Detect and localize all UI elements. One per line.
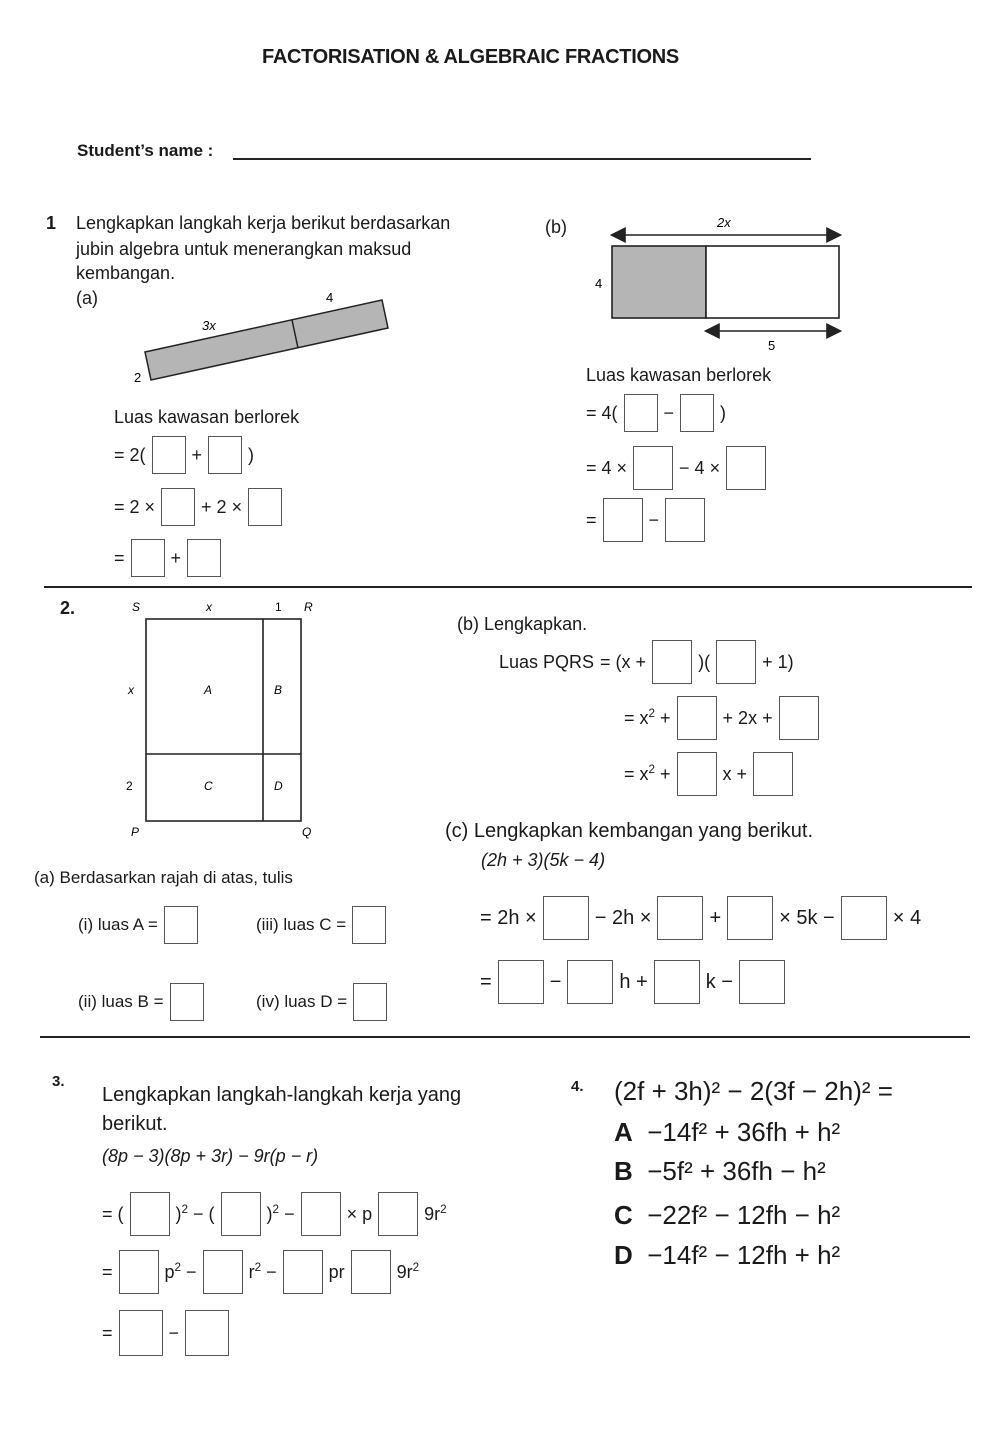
q1a-label-3x: 3x bbox=[202, 318, 216, 333]
q3-prompt-line1: Lengkapkan langkah-langkah kerja yang bbox=[102, 1084, 462, 1106]
q1-prompt-line2: jubin algebra untuk menerangkan maksud bbox=[76, 239, 412, 259]
page-title: FACTORISATION & ALGEBRAIC FRACTIONS bbox=[262, 46, 679, 68]
q2-part-b-label: (b) Lengkapkan. bbox=[457, 614, 588, 634]
q2b-step1: Luas PQRS = (x + )( + 1) bbox=[499, 640, 794, 684]
q3-step2-box3[interactable] bbox=[283, 1250, 323, 1294]
q2-dim-side-2: 2 bbox=[126, 779, 133, 793]
q2a-box-D[interactable] bbox=[353, 983, 387, 1021]
q1a-shaded-area-label: Luas kawasan berlorek bbox=[114, 407, 300, 427]
q1-prompt-line3: kembangan. bbox=[76, 263, 176, 283]
q1-part-b-label: (b) bbox=[545, 217, 567, 237]
q4-question: (2f + 3h)² − 2(3f − 2h)² = bbox=[614, 1076, 893, 1106]
q2c-step2-box3[interactable] bbox=[654, 960, 700, 1004]
q2c-step1-box2[interactable] bbox=[657, 896, 703, 940]
q2-dim-top-1: 1 bbox=[275, 600, 282, 614]
q1-number: 1 bbox=[46, 213, 57, 233]
q2b-step3: = $x^2$ + x + bbox=[624, 752, 793, 796]
q2a-box-B[interactable] bbox=[170, 983, 204, 1021]
q1a-step2-box1[interactable] bbox=[161, 488, 195, 526]
q1a-label-4: 4 bbox=[326, 290, 334, 305]
q2b-step2-box1[interactable] bbox=[677, 696, 717, 740]
divider-2 bbox=[40, 1036, 970, 1038]
q2-region-A: A bbox=[204, 683, 213, 697]
q1a-step1-box2[interactable] bbox=[208, 436, 242, 474]
q2-region-D: D bbox=[274, 779, 283, 793]
q2c-step2-box2[interactable] bbox=[567, 960, 613, 1004]
q1b-label-5: 5 bbox=[768, 338, 776, 353]
q4-option-D[interactable]: D −14f² − 12fh + h² bbox=[614, 1240, 841, 1270]
q3-step2-box1[interactable] bbox=[119, 1250, 159, 1294]
q3-expression: (8p − 3)(8p + 3r) − 9r(p − r) bbox=[102, 1146, 319, 1166]
q1b-shaded-rect bbox=[612, 246, 706, 318]
q2c-step1-box3[interactable] bbox=[727, 896, 773, 940]
q4-option-B[interactable]: B −5f² + 36fh − h² bbox=[614, 1156, 826, 1186]
q1b-unshaded-rect bbox=[706, 246, 839, 318]
q2a-item-iv: (iv) luas D = bbox=[256, 983, 387, 1021]
q2-region-B: B bbox=[274, 683, 283, 697]
q2a-item-iii: (iii) luas C = bbox=[256, 906, 386, 944]
q2a-box-C[interactable] bbox=[352, 906, 386, 944]
q1b-step2-box2[interactable] bbox=[726, 446, 766, 490]
q1a-tile-diagram bbox=[130, 290, 400, 400]
q2-corner-Q: Q bbox=[302, 825, 312, 839]
q1b-step3: = − bbox=[586, 498, 705, 542]
q1b-step1-box1[interactable] bbox=[624, 394, 658, 432]
q1b-label-2x: 2x bbox=[717, 215, 731, 230]
q2c-step1-box1[interactable] bbox=[543, 896, 589, 940]
q2-rectangle-diagram bbox=[118, 596, 328, 846]
q1b-tile-diagram bbox=[585, 208, 855, 358]
q1b-step3-box2[interactable] bbox=[665, 498, 705, 542]
q2-region-C: C bbox=[204, 779, 213, 793]
q2-part-a-label: (a) Berdasarkan rajah di atas, tulis bbox=[34, 868, 293, 887]
q1a-tile-shape bbox=[145, 300, 388, 380]
q1b-shaded-area-label: Luas kawasan berlorek bbox=[586, 365, 772, 385]
q1a-step1-box1[interactable] bbox=[152, 436, 186, 474]
q3-number: 3. bbox=[52, 1073, 65, 1090]
q2b-step3-box1[interactable] bbox=[677, 752, 717, 796]
q4-number: 4. bbox=[571, 1078, 584, 1095]
q2c-step2-box4[interactable] bbox=[739, 960, 785, 1004]
q2c-step2: = − h + k − bbox=[480, 960, 785, 1004]
q2a-box-A[interactable] bbox=[164, 906, 198, 944]
student-name-line[interactable] bbox=[233, 158, 811, 160]
q1b-step2-box1[interactable] bbox=[633, 446, 673, 490]
q4-option-A[interactable]: A −14f² + 36fh + h² bbox=[614, 1117, 841, 1147]
q1a-step2-box2[interactable] bbox=[248, 488, 282, 526]
q1-prompt-line1: Lengkapkan langkah kerja berikut berdasarkan bbox=[76, 213, 451, 233]
q3-step2: = $p^2$ − $r^2$ − pr $9r^2$ bbox=[102, 1250, 419, 1294]
q2-corner-S: S bbox=[132, 600, 141, 614]
q1a-step3: = + bbox=[114, 539, 221, 577]
q2c-step1: = 2h × − 2h × + × 5k − × 4 bbox=[480, 896, 921, 940]
q1-part-a-label: (a) bbox=[76, 288, 98, 308]
q1a-step1: = 2( + ) bbox=[114, 436, 254, 474]
q1a-step2: = 2 × + 2 × bbox=[114, 488, 282, 526]
q3-step3-box1[interactable] bbox=[119, 1310, 163, 1356]
q3-step1-box2[interactable] bbox=[221, 1192, 261, 1236]
q2b-step3-box2[interactable] bbox=[753, 752, 793, 796]
q4-option-C[interactable]: C −22f² − 12fh − h² bbox=[614, 1200, 841, 1230]
q2c-step1-box4[interactable] bbox=[841, 896, 887, 940]
q3-step1-box1[interactable] bbox=[130, 1192, 170, 1236]
q1b-step3-box1[interactable] bbox=[603, 498, 643, 542]
q2-part-c-label: (c) Lengkapkan kembangan yang berikut. bbox=[445, 820, 814, 842]
q3-step2-box2[interactable] bbox=[203, 1250, 243, 1294]
q2-number: 2. bbox=[60, 598, 76, 618]
q1b-label-4: 4 bbox=[595, 276, 603, 291]
q2b-lead: Luas PQRS bbox=[499, 651, 595, 672]
q3-step1-box4[interactable] bbox=[378, 1192, 418, 1236]
q3-prompt-line2: berikut. bbox=[102, 1113, 168, 1135]
q1a-step3-box2[interactable] bbox=[187, 539, 221, 577]
q1a-label-2: 2 bbox=[134, 370, 142, 385]
q3-step3: = − bbox=[102, 1310, 229, 1356]
q3-step2-box4[interactable] bbox=[351, 1250, 391, 1294]
q2-corner-P: P bbox=[131, 825, 140, 839]
q1b-step2: = 4 × − 4 × bbox=[586, 446, 766, 490]
q2c-step2-box1[interactable] bbox=[498, 960, 544, 1004]
q2b-step2: = $x^2$ + + 2x + bbox=[624, 696, 819, 740]
q1b-step1: = 4( − ) bbox=[586, 394, 726, 432]
q2b-step2-box2[interactable] bbox=[779, 696, 819, 740]
q1b-step1-box2[interactable] bbox=[680, 394, 714, 432]
q2a-item-i: (i) luas A = bbox=[78, 906, 198, 944]
q2b-step1-box1[interactable] bbox=[652, 640, 692, 684]
q3-step1: = ( )$^2$ − ( )$^2$ − × p $9r^2$ bbox=[102, 1192, 447, 1236]
q3-step1-box3[interactable] bbox=[301, 1192, 341, 1236]
divider-1 bbox=[44, 586, 972, 588]
q2-dim-top-x: x bbox=[206, 600, 212, 614]
q2c-expression: (2h + 3)(5k − 4) bbox=[481, 850, 606, 870]
q2a-item-ii: (ii) luas B = bbox=[78, 983, 204, 1021]
q1a-step3-box1[interactable] bbox=[131, 539, 165, 577]
q2-corner-R: R bbox=[304, 600, 313, 614]
student-name-label: Student’s name : bbox=[77, 141, 214, 160]
q3-step3-box2[interactable] bbox=[185, 1310, 229, 1356]
q2-dim-side-x: x bbox=[128, 683, 134, 697]
q2b-step1-box2[interactable] bbox=[716, 640, 756, 684]
